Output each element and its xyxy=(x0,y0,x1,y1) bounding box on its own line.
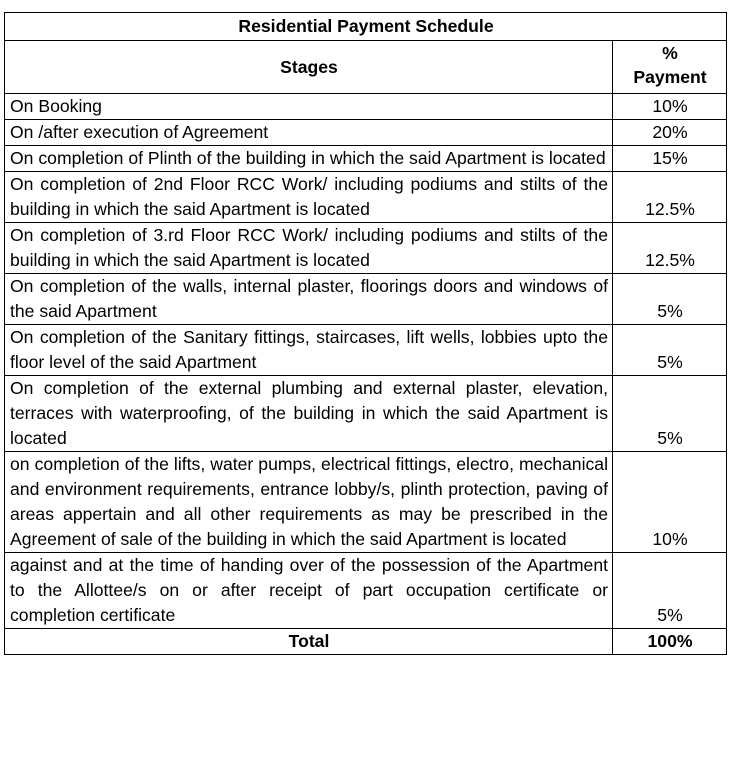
table-row xyxy=(5,223,727,274)
stages-header: Stages xyxy=(5,41,613,94)
stage-cell: On completion of the walls, internal plaster, floorings doors and windows of the said Apartment xyxy=(5,274,613,325)
stage-cell: On completion of 2nd Floor RCC Work/ including podiums and stilts of the building in which the said Apartment is located xyxy=(5,172,613,223)
table-title-row xyxy=(5,13,727,41)
table-row xyxy=(5,553,727,629)
payment-cell: 12.5% xyxy=(613,223,727,274)
stage-cell: on completion of the lifts, water pumps, electrical fittings, electro, mechanical and environment requirements, entrance lobby/s, plinth protection, paving of areas appertain and all other requirements as may be prescribed in the Agreement of sale of the building in which the said Apartment is located xyxy=(5,452,613,553)
stage-cell: On /after execution of Agreement xyxy=(5,120,613,146)
payment-cell: 5% xyxy=(613,553,727,629)
total-label: Total xyxy=(5,629,613,655)
payment-cell: 5% xyxy=(613,376,727,452)
total-payment: 100% xyxy=(613,629,727,655)
stage-cell: against and at the time of handing over of the possession of the Apartment to the Allottee/s on or after receipt of part occupation certificate or completion certificate xyxy=(5,553,613,629)
payment-cell: 12.5% xyxy=(613,172,727,223)
stage-cell: On completion of Plinth of the building in which the said Apartment is located xyxy=(5,146,613,172)
table-row xyxy=(5,376,727,452)
table-header-row xyxy=(5,41,727,94)
payment-header-line1: % xyxy=(662,43,678,63)
table-row xyxy=(5,120,727,146)
payment-header-line2: Payment xyxy=(633,67,707,87)
table-row xyxy=(5,274,727,325)
stage-cell: On Booking xyxy=(5,94,613,120)
payment-cell: 20% xyxy=(613,120,727,146)
table-row xyxy=(5,94,727,120)
payment-cell: 10% xyxy=(613,94,727,120)
payment-header xyxy=(613,41,727,94)
payment-cell: 15% xyxy=(613,146,727,172)
total-row xyxy=(5,629,727,655)
table-row xyxy=(5,325,727,376)
stage-cell: On completion of the external plumbing and external plaster, elevation, terraces with waterproofing, of the building in which the said Apartment is located xyxy=(5,376,613,452)
table-row xyxy=(5,146,727,172)
table-row xyxy=(5,452,727,553)
stage-cell: On completion of the Sanitary fittings, staircases, lift wells, lobbies upto the floor level of the said Apartment xyxy=(5,325,613,376)
stage-cell: On completion of 3.rd Floor RCC Work/ including podiums and stilts of the building in which the said Apartment is located xyxy=(5,223,613,274)
table-title: Residential Payment Schedule xyxy=(5,13,727,41)
payment-cell: 5% xyxy=(613,325,727,376)
payment-cell: 5% xyxy=(613,274,727,325)
payment-cell: 10% xyxy=(613,452,727,553)
table-row xyxy=(5,172,727,223)
payment-schedule-table xyxy=(4,12,727,655)
